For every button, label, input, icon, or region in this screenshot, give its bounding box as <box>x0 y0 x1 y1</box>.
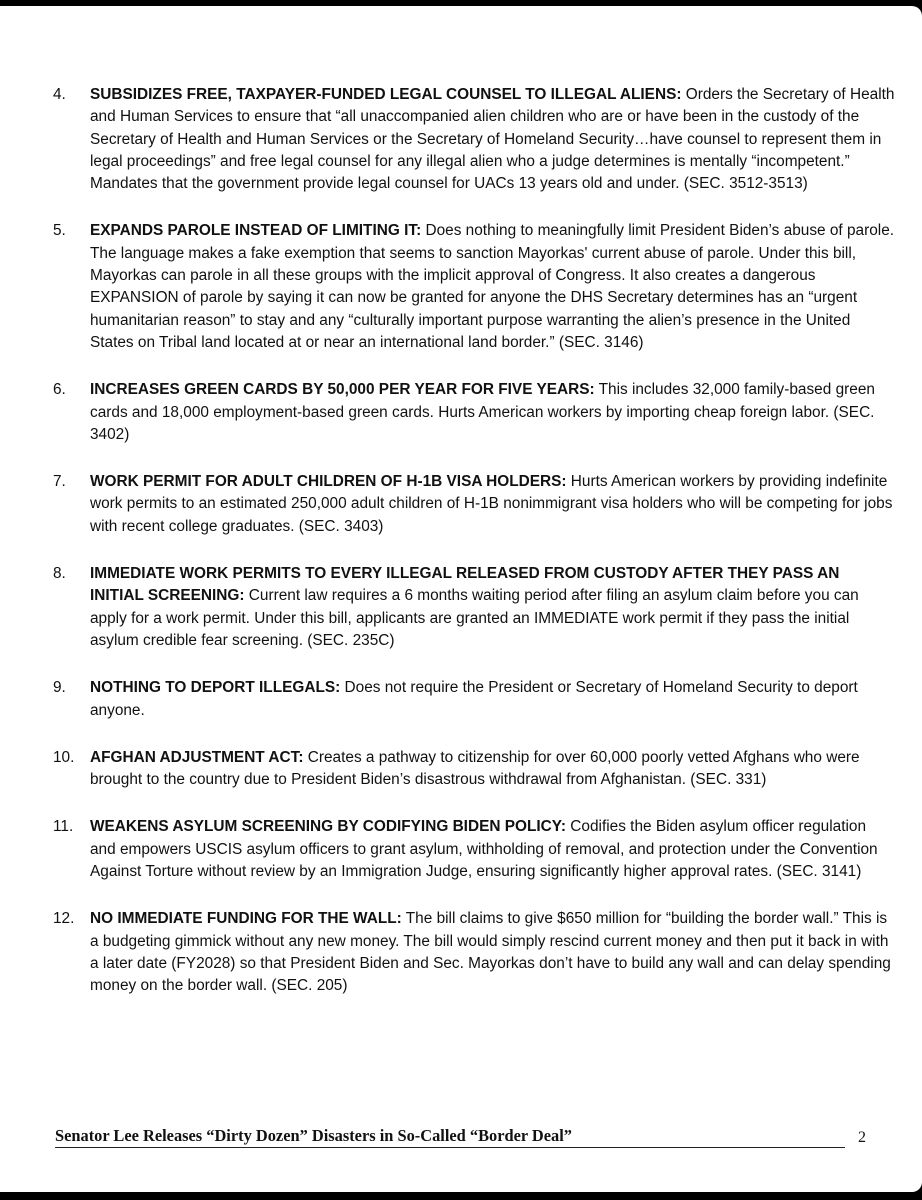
document-page <box>0 6 922 1192</box>
item-heading: IMMEDIATE WORK PERMITS TO EVERY ILLEGAL RELEASED FROM CUSTODY AFTER THEY PASS AN INITIAL SCREENING: <box>90 565 840 605</box>
item-heading: SUBSIDIZES FREE, TAXPAYER-FUNDED LEGAL COUNSEL TO ILLEGAL ALIENS: <box>90 86 682 103</box>
item-body <box>90 816 895 883</box>
item-heading: NOTHING TO DEPORT ILLEGALS: <box>90 679 341 697</box>
item-number: 7. <box>53 473 66 491</box>
item-body <box>90 220 895 354</box>
item-heading: INCREASES GREEN CARDS BY 50,000 PER YEAR FOR FIVE YEARS: <box>90 381 595 399</box>
item-text: The bill claims to give $650 million for “building the border wall.” This is a budgeting gimmick without any new money. The bill would simply rescind current money and then put it back in with a later date (FY2028) so that President Biden and Sec. Mayorkas don’t have to build any wall and can delay spending money on the border wall. (SEC. 205) <box>90 910 891 995</box>
item-heading: NO IMMEDIATE FUNDING FOR THE WALL: <box>90 910 402 928</box>
item-number: 9. <box>53 679 66 697</box>
item-text: Does not require the President or Secretary of Homeland Security to deport anyone. <box>90 679 858 719</box>
item-number: 10. <box>53 748 75 766</box>
item-number: 5. <box>53 222 66 240</box>
list-item <box>53 563 895 652</box>
list-item <box>53 379 895 446</box>
item-heading: WORK PERMIT FOR ADULT CHILDREN OF H-1B VISA HOLDERS: <box>90 473 567 491</box>
list-item <box>53 677 895 722</box>
item-text: Codifies the Biden asylum officer regulation and empowers USCIS asylum officers to grant asylum, withholding of removal, and protection under the Convention Against Torture without review by an Immigration Judge, ensuring significantly higher approval rates. (SEC. 3141) <box>90 818 878 881</box>
list-item <box>53 816 895 883</box>
item-text: Does nothing to meaningfully limit President Biden’s abuse of parole. The language makes a fake exemption that seems to sanction Mayorkas' current abuse of parole. Under this bill, Mayorkas can parole in all these groups with the implicit approval of Congress. It also creates a dangerous EXPANSION of parole by saying it can now be granted for anyone the DHS Secretary determines has an “urgent humanitarian reason” to stay and any “culturally important purpose warranting the alien’s presence in the United States on Tribal land located at or near an international land border.” (SEC. 3146) <box>90 222 895 351</box>
item-text: Hurts American workers by providing indefinite work permits to an estimated 250,000 adult children of H-1B nonimmigrant visa holders who will be competing for jobs with recent college graduates. (SEC. 3403) <box>90 473 893 535</box>
item-number: 12. <box>53 910 75 928</box>
numbered-list <box>53 84 895 1023</box>
item-text: Orders the Secretary of Health and Human Services to ensure that “all unaccompanied alien children who are or have been in the custody of the Secretary of Health and Human Services or the Secretary of Homeland Security…have counsel to represent them in legal proceedings” and free legal counsel for any illegal alien who a judge determines is mentally “incompetent.” Mandates that the government provide legal counsel for UACs 13 years old and under. (SEC. 3512-3513) <box>90 86 895 193</box>
list-item <box>53 84 895 195</box>
item-body <box>90 379 895 446</box>
item-heading: WEAKENS ASYLUM SCREENING BY CODIFYING BIDEN POLICY: <box>90 818 567 836</box>
page-footer <box>55 1126 845 1148</box>
list-item <box>53 908 895 997</box>
item-body <box>90 677 895 722</box>
page-number: 2 <box>858 1129 866 1146</box>
item-text: Current law requires a 6 months waiting period after filing an asylum claim before you can apply for a work permit. Under this bill, applicants are granted an IMMEDIATE work permit if they pass the initial asylum credible fear screening. (SEC. 235C) <box>90 587 859 649</box>
list-item <box>53 747 895 792</box>
item-body <box>90 908 895 997</box>
item-body <box>90 84 895 195</box>
item-number: 8. <box>53 565 66 583</box>
item-heading: EXPANDS PAROLE INSTEAD OF LIMITING IT: <box>90 222 422 240</box>
item-body <box>90 471 895 538</box>
item-heading: AFGHAN ADJUSTMENT ACT: <box>90 748 304 766</box>
item-body <box>90 747 895 792</box>
item-number: 4. <box>53 86 66 103</box>
list-item <box>53 220 895 354</box>
footer-title: Senator Lee Releases “Dirty Dozen” Disasters in So-Called “Border Deal” <box>55 1126 572 1145</box>
item-number: 11. <box>53 818 74 836</box>
item-text: This includes 32,000 family-based green cards and 18,000 employment-based green cards. Hurts American workers by importing cheap foreign labor. (SEC. 3402) <box>90 381 875 443</box>
list-item <box>53 471 895 538</box>
item-text: Creates a pathway to citizenship for over 60,000 poorly vetted Afghans who were brought to the country due to President Biden’s disastrous withdrawal from Afghanistan. (SEC. 331) <box>90 748 860 789</box>
item-number: 6. <box>53 381 66 399</box>
item-body <box>90 563 895 652</box>
